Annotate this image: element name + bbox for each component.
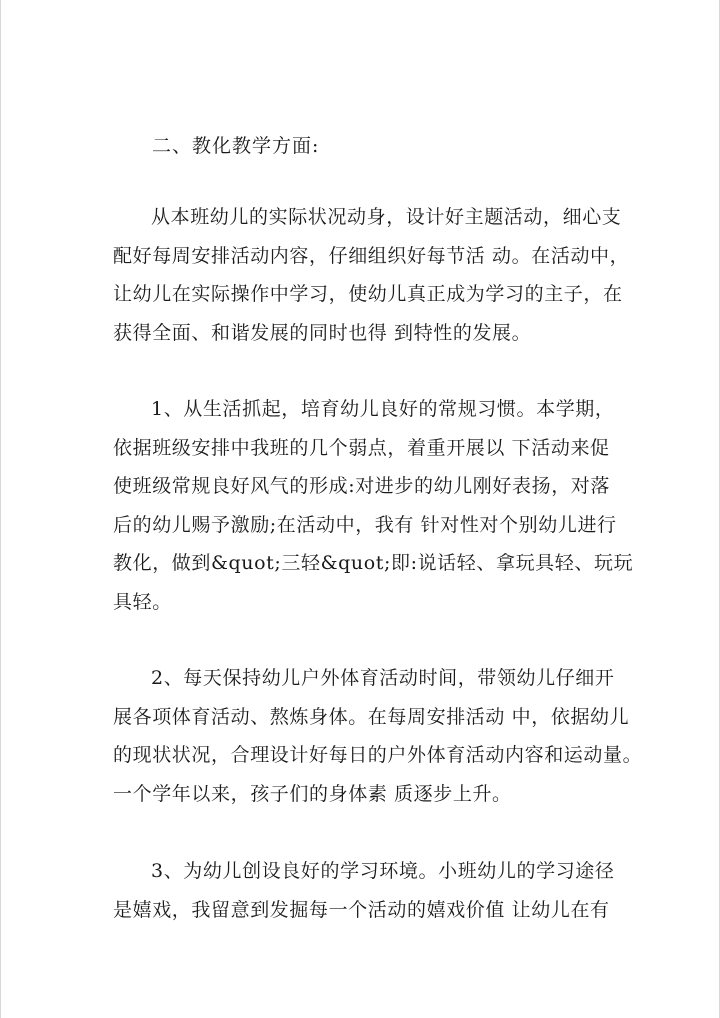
paragraph-line: 2、每天保持幼儿户外体育活动时间，带领幼儿仔细开 [151, 667, 615, 689]
paragraph-line: 后的幼儿赐予激励;在活动中，我有 针对性对个别幼儿进行 [113, 513, 617, 536]
paragraph-line: 1、从生活抓起，培育幼儿良好的常规习惯。本学期， [151, 398, 615, 420]
paragraph-line: 配好每周安排活动内容，仔细组织好每节活 动。在活动中， [113, 244, 630, 267]
paragraph-line: 一个学年以来，孩子们的身体素 质逐步上升。 [113, 782, 512, 805]
paragraph-line: 获得全面、和谐发展的同时也得 到特性的发展。 [113, 321, 532, 344]
paragraph-habits [113, 390, 634, 621]
paragraph-line: 教化，做到&quot;三轻&quot;即:说话轻、拿玩具轻、玩玩 [113, 552, 634, 574]
paragraph-line: 具轻。 [113, 590, 172, 613]
paragraph-line: 3、为幼儿创设良好的学习环境。小班幼儿的学习途径 [151, 860, 615, 882]
paragraph-outdoor-activities [113, 659, 643, 813]
paragraph-line: 是嬉戏，我留意到发掘每一个活动的嬉戏价值 让幼儿在有 [113, 898, 610, 921]
paragraph-line: 使班级常规良好风气的形成:对进步的幼儿刚好表扬，对落 [113, 475, 611, 497]
section-heading: 二、教化教学方面: [152, 135, 320, 157]
paragraph-line: 依据班级安排中我班的几个弱点，着重开展以 下活动来促 [113, 436, 610, 459]
paragraph-learning-environment [113, 852, 613, 929]
document-page [1, 0, 720, 1018]
paragraph-line: 从本班幼儿的实际状况动身，设计好主题活动，细心支 [151, 206, 622, 228]
paragraph-line: 展各项体育活动、熬炼身体。在每周安排活动 中，依据幼儿 [113, 705, 630, 728]
paragraph-teaching-overview [113, 198, 630, 352]
paragraph-line: 的现状状况，合理设计好每日的户外体育活动内容和运动量。 [113, 744, 643, 766]
paragraph-line: 让幼儿在实际操作中学习，使幼儿真正成为学习的主子，在 [113, 283, 623, 305]
